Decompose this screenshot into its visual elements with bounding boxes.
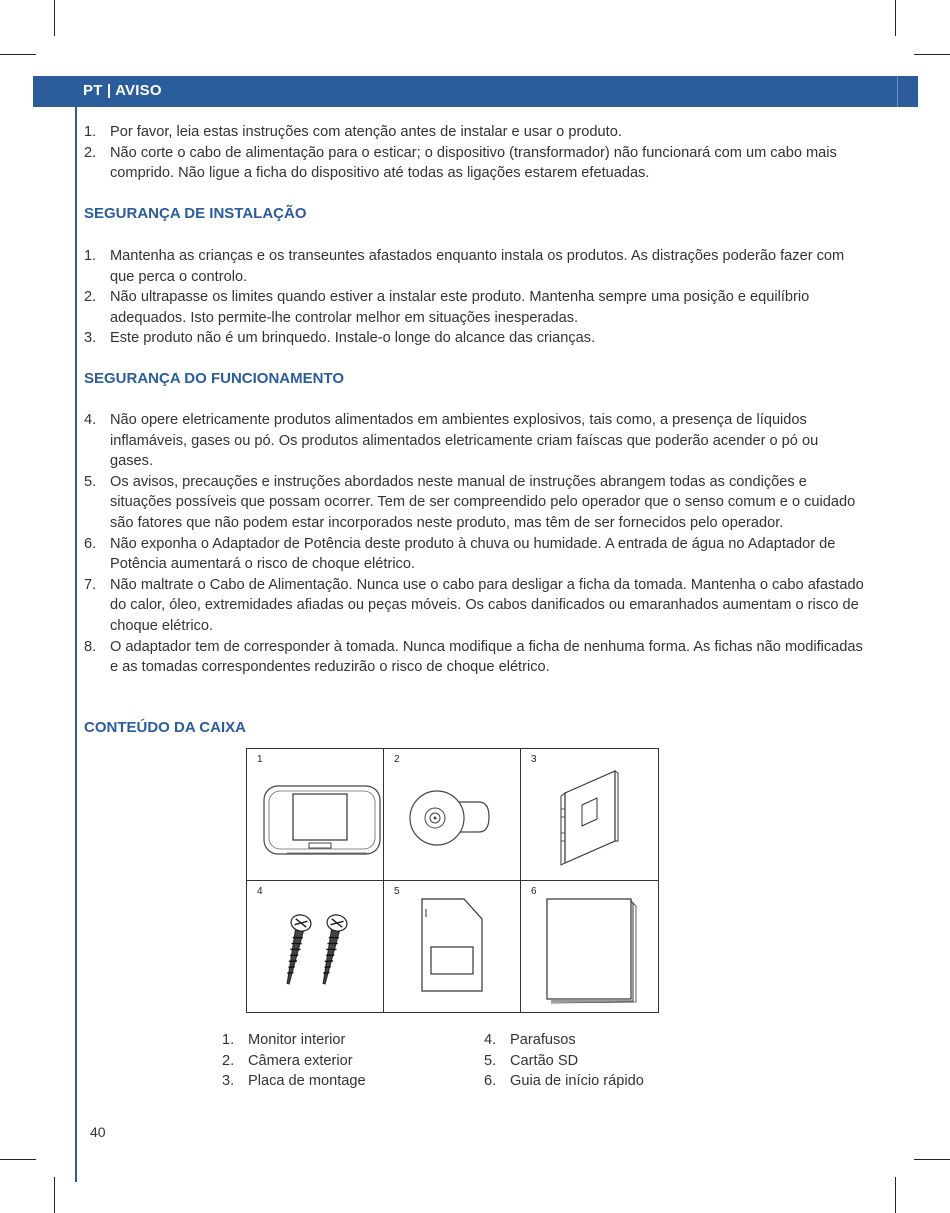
list-item: 1. Por favor, leia estas instruções com atenção antes de instalar e usar o produto. — [84, 124, 622, 140]
crop-mark — [0, 1159, 36, 1160]
grid-cell-6: 6 — [521, 881, 657, 1012]
crop-mark — [54, 0, 55, 36]
grid-cell-5: 5 — [384, 881, 520, 1012]
list-item: 1. Mantenha as crianças e os transeuntes afastados enquanto instala os produtos. As distrações poderão fazer com que perca o controlo. — [84, 248, 845, 285]
guide-icon — [521, 881, 657, 1012]
list-item: 6. Guia de início rápido — [484, 1073, 644, 1090]
page-number: 40 — [90, 1124, 106, 1140]
grid-cell-1: 1 — [247, 749, 383, 880]
sd-card-icon — [384, 881, 520, 1012]
crop-mark — [895, 0, 896, 36]
page-title: PT | AVISO — [83, 82, 162, 99]
crop-mark — [0, 54, 36, 55]
section-heading: SEGURANÇA DE INSTALAÇÃO — [84, 205, 307, 222]
list-item: 8. O adaptador tem de corresponder à tomada. Nunca modifique a ficha de nenhuma forma. As fichas não modificadas e as tomadas correspondentes reduzirão o risco de choque elétrico. — [84, 638, 863, 676]
list-item: 5. Cartão SD — [484, 1052, 579, 1069]
monitor-icon — [247, 749, 383, 880]
installation-safety-list — [84, 246, 854, 349]
camera-icon — [384, 749, 520, 880]
list-item: 2. Não ultrapasse os limites quando estiver a instalar este produto. Mantenha sempre uma posição e equilíbrio adequados. Isto permite-lhe controlar melhor em situações inesperadas. — [84, 289, 810, 326]
list-item: 3. Placa de montage — [222, 1073, 366, 1090]
box-contents-left-list — [222, 1030, 422, 1092]
list-item: 7. Não maltrate o Cabo de Alimentação. Nunca use o cabo para desligar a ficha da tomada. Mantenha o cabo afastado do calor, óleo, extremidades afiadas ou peças móveis. Os cabos danificados ou emaranhados aumentam o risco de choque elétrico. — [84, 576, 864, 634]
list-item: 4. Não opere eletricamente produtos alimentados em ambientes explosivos, tais como, a presença de líquidos inflamáveis, gases ou pó. Os produtos alimentados eletricamente criam faíscas que poderão acender o pó ou gases. — [84, 412, 819, 470]
header-tab — [897, 76, 918, 107]
operation-safety-list — [84, 410, 864, 678]
grid-cell-2: 2 — [384, 749, 520, 880]
list-item: 2. Câmera exterior — [222, 1052, 353, 1069]
crop-mark — [54, 1177, 55, 1213]
screws-icon — [247, 881, 383, 1012]
section-heading: CONTEÚDO DA CAIXA — [84, 719, 246, 736]
intro-list — [84, 122, 864, 184]
margin-rule — [75, 107, 77, 1182]
list-item: 6. Não exponha o Adaptador de Potência deste produto à chuva ou humidade. A entrada de água no Adaptador de Potência aumentará o risco de choque elétrico. — [84, 535, 836, 573]
mounting-plate-icon — [521, 749, 657, 880]
list-item: 2. Não corte o cabo de alimentação para o esticar; o dispositivo (transformador) não funcionará com um cabo mais comprido. Não ligue a ficha do dispositivo até todas as ligações estarem efetuadas. — [84, 144, 837, 182]
list-item: 5. Os avisos, precauções e instruções abordados neste manual de instruções abrangem todas as condições e situações possíveis que possam ocorrer. Tem de ser compreendido pelo operador que o senso comum e o cuidado são fatores que não podem estar incorporados neste produto, mas têm de ser fornecidos pelo operador. — [84, 473, 856, 531]
grid-cell-4: 4 — [247, 881, 383, 1012]
crop-mark — [895, 1177, 896, 1213]
crop-mark — [914, 54, 950, 55]
list-item: 3. Este produto não é um brinquedo. Instale-o longe do alcance das crianças. — [84, 330, 596, 347]
crop-mark — [914, 1159, 950, 1160]
section-heading: SEGURANÇA DO FUNCIONAMENTO — [84, 370, 345, 387]
list-item: 4. Parafusos — [484, 1032, 576, 1048]
header-bar — [33, 76, 917, 107]
box-contents-right-list — [484, 1030, 704, 1092]
box-contents-grid — [246, 748, 659, 1013]
list-item: 1. Monitor interior — [222, 1032, 346, 1048]
grid-cell-3: 3 — [521, 749, 657, 880]
